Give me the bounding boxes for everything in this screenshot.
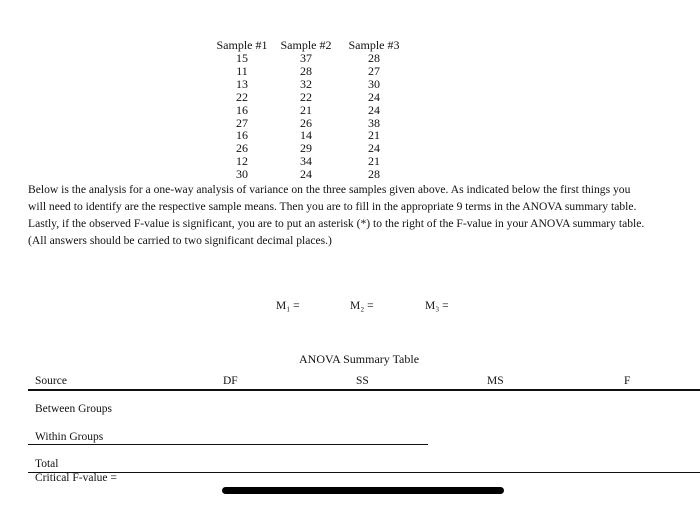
sample-cell: 12 [236, 154, 248, 169]
sample-cell: 32 [300, 76, 312, 91]
sample-row [210, 65, 410, 78]
within-groups-label: Within Groups [35, 431, 104, 443]
sample-row [210, 91, 410, 104]
sample-cell: 38 [368, 115, 380, 130]
f-column-header: F [624, 375, 631, 387]
sample-cell: 15 [236, 51, 248, 65]
instructions-line: Below is the analysis for a one-way analysis of variance on the three samples given above. As indicated below the first things you [28, 183, 631, 196]
sample-row [210, 168, 410, 181]
scroll-indicator[interactable] [222, 487, 504, 494]
total-divider [28, 472, 700, 473]
critical-f-value-label: Critical F-value = [35, 472, 117, 484]
sample-cell: 24 [300, 167, 312, 182]
sample-header-row [210, 38, 410, 52]
sample-cell: 28 [368, 51, 380, 65]
sample-cell: 24 [368, 141, 380, 156]
sample-row [210, 104, 410, 117]
sample-cell: 27 [236, 115, 248, 130]
sample-data-table [210, 38, 410, 181]
instructions-line: Lastly, if the observed F-value is significant, you are to put an asterisk (*) to the right of the F-value in your ANOVA summary table. [28, 217, 645, 230]
sample-1-header: Sample #1 [216, 38, 268, 52]
sample-cell: 28 [368, 167, 380, 182]
sample-2-header: Sample #2 [280, 38, 332, 52]
sample-cell: 26 [300, 115, 312, 130]
total-label: Total [35, 458, 59, 470]
instructions-paragraph [28, 181, 700, 249]
sample-cell: 22 [236, 89, 248, 104]
sample-3-header: Sample #3 [348, 38, 400, 52]
between-groups-label: Between Groups [35, 403, 112, 415]
sample-row [210, 78, 410, 91]
anova-table-title: ANOVA Summary Table [299, 352, 420, 366]
sample-cell: 30 [236, 167, 248, 182]
sample-cell: 21 [368, 154, 380, 169]
sample-cell: 27 [368, 63, 380, 78]
mean-1-label: M₁ = [276, 300, 300, 312]
sample-cell: 14 [300, 128, 312, 143]
header-divider [28, 389, 700, 391]
ms-column-header: MS [487, 375, 504, 387]
sample-cell: 21 [300, 102, 312, 117]
sample-cell: 30 [368, 76, 380, 91]
sample-cell: 16 [236, 128, 248, 143]
sample-cell: 13 [236, 76, 248, 91]
ss-column-header: SS [356, 375, 369, 387]
mean-3-label: M₃ = [425, 300, 449, 312]
sample-cell: 26 [236, 141, 248, 156]
instructions-line: (All answers should be carried to two significant decimal places.) [28, 234, 332, 247]
sample-cell: 21 [368, 128, 380, 143]
df-column-header: DF [223, 375, 238, 387]
sample-cell: 11 [236, 63, 248, 78]
source-column-header: Source [35, 375, 67, 387]
sample-row [210, 52, 410, 65]
sample-cell: 29 [300, 141, 312, 156]
sample-cell: 22 [300, 89, 312, 104]
sample-cell: 28 [300, 63, 312, 78]
instructions-line: will need to identify are the respective sample means. Then you are to fill in the appropriate 9 terms in the ANOVA summary table. [28, 200, 637, 213]
sample-cell: 24 [368, 89, 380, 104]
mean-2-label: M₂ = [350, 300, 374, 312]
sample-cell: 16 [236, 102, 248, 117]
sample-cell: 34 [300, 154, 312, 169]
sample-cell: 37 [300, 51, 312, 65]
within-groups-divider [28, 444, 428, 445]
sample-cell: 24 [368, 102, 380, 117]
